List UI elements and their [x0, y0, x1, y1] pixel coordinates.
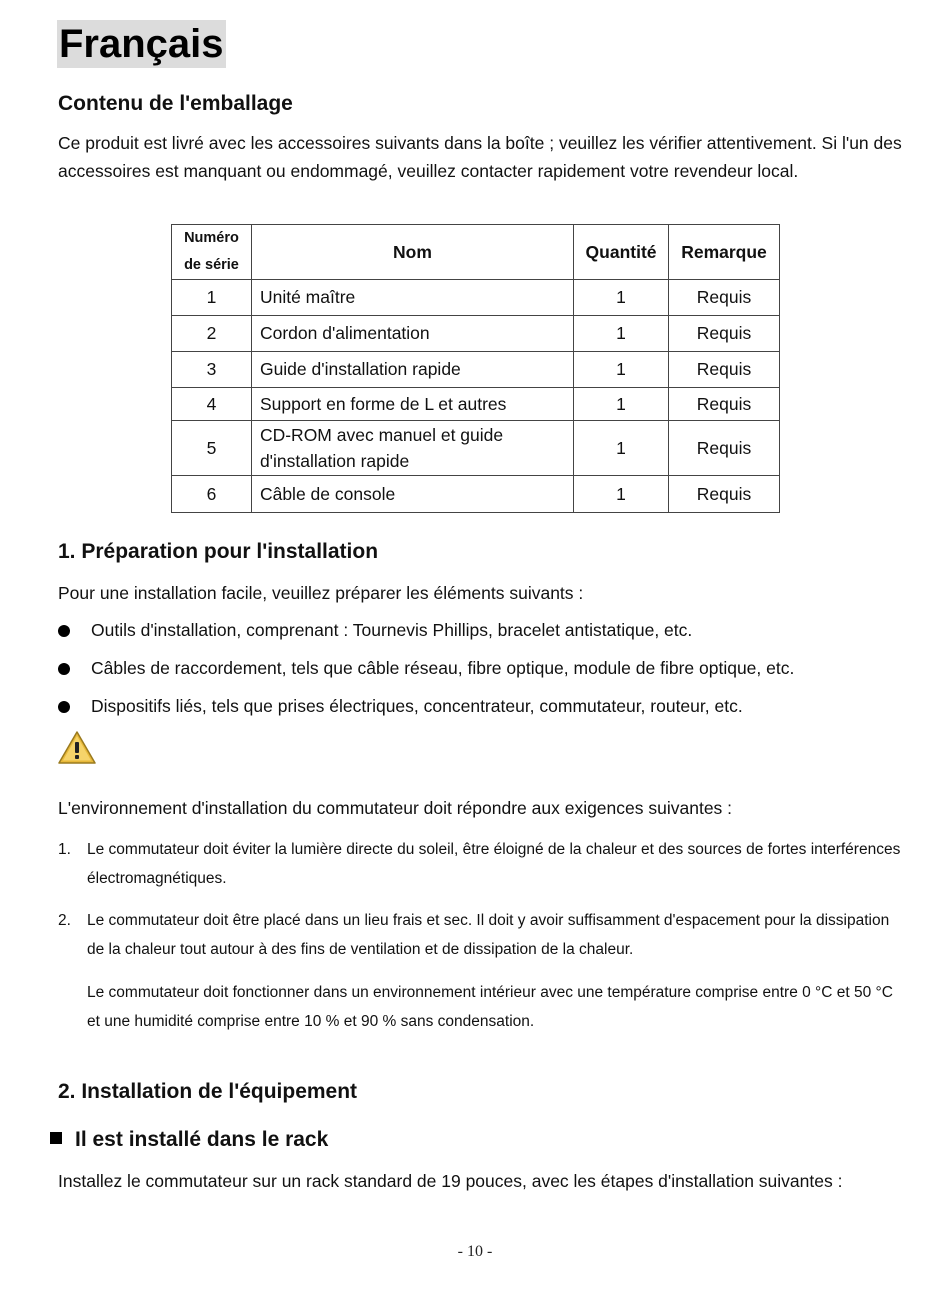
environment-intro: L'environnement d'installation du commutateur doit répondre aux exigences suivantes :	[58, 798, 733, 818]
requirement-extra-text: Le commutateur doit fonctionner dans un environnement intérieur avec une température comprise entre 0 °C et 50 °C et une humidité comprise entre 10 % et 90 % sans condensation.	[87, 984, 893, 1030]
cell-name: Unité maître	[251, 280, 573, 316]
cell-quantity: 1	[574, 476, 669, 513]
cell-remark: Requis	[669, 316, 780, 352]
preparation-heading: 1. Préparation pour l'installation	[58, 540, 379, 563]
bullet-text: Dispositifs liés, tels que prises électriques, concentrateur, commutateur, routeur, etc.	[91, 696, 743, 716]
cell-quantity: 1	[574, 388, 669, 421]
bullet-text: Outils d'installation, comprenant : Tournevis Phillips, bracelet antistatique, etc.	[91, 620, 693, 640]
cell-quantity: 1	[574, 316, 669, 352]
cell-remark: Requis	[669, 280, 780, 316]
cell-number: 5	[172, 421, 252, 476]
cell-remark: Requis	[669, 476, 780, 513]
cell-name: CD-ROM avec manuel et guide d'installation rapide	[251, 421, 573, 476]
installation-heading: 2. Installation de l'équipement	[58, 1080, 358, 1103]
table-row	[172, 352, 780, 388]
cell-name: Support en forme de L et autres	[251, 388, 573, 421]
installation-text: Installez le commutateur sur un rack standard de 19 pouces, avec les étapes d'installation suivantes :	[58, 1171, 843, 1191]
square-bullet-icon	[50, 1132, 62, 1144]
cell-name: Cordon d'alimentation	[251, 316, 573, 352]
requirement-text: Le commutateur doit éviter la lumière directe du soleil, être éloigné de la chaleur et des sources de fortes interférences électromagnétiques.	[87, 841, 901, 887]
rack-subheading	[50, 1128, 328, 1152]
table-row	[172, 421, 780, 476]
table-row	[172, 476, 780, 513]
table-row	[172, 388, 780, 421]
header-remark: Remarque	[669, 225, 780, 280]
cell-quantity: 1	[574, 421, 669, 476]
bullet-icon	[58, 663, 70, 675]
page-number: - 10 -	[457, 1243, 493, 1260]
cell-name: Câble de console	[251, 476, 573, 513]
header-quantity: Quantité	[574, 225, 669, 280]
cell-number: 1	[172, 280, 252, 316]
table-row	[172, 316, 780, 352]
rack-subheading-text: Il est installé dans le rack	[75, 1128, 329, 1151]
warning-triangle-icon	[57, 730, 97, 766]
table-row	[172, 280, 780, 316]
cell-remark: Requis	[669, 388, 780, 421]
table-header-row	[172, 225, 780, 280]
language-title: Français	[59, 22, 224, 66]
cell-number: 4	[172, 388, 252, 421]
cell-number: 2	[172, 316, 252, 352]
cell-number: 3	[172, 352, 252, 388]
list-number: 1.	[58, 841, 71, 858]
bullet-icon	[58, 701, 70, 713]
cell-remark: Requis	[669, 421, 780, 476]
package-contents-heading: Contenu de l'emballage	[58, 92, 293, 115]
bullet-icon	[58, 625, 70, 637]
cell-remark: Requis	[669, 352, 780, 388]
cell-quantity: 1	[574, 280, 669, 316]
header-name: Nom	[251, 225, 573, 280]
header-serial-line1: Numéro	[184, 230, 239, 246]
package-intro-paragraph: Ce produit est livré avec les accessoires suivants dans la boîte ; veuillez les vérifier attentivement. Si l'un des accessoires est manquant ou endommagé, veuillez contacter rapidement votre revendeur local.	[58, 133, 902, 181]
header-serial-number	[172, 225, 252, 280]
header-serial-line2: de série	[184, 257, 239, 273]
bullet-text: Câbles de raccordement, tels que câble réseau, fibre optique, module de fibre optique, etc.	[91, 658, 795, 678]
cell-name: Guide d'installation rapide	[251, 352, 573, 388]
list-number: 2.	[58, 912, 71, 929]
package-items-table	[171, 224, 780, 513]
cell-number: 6	[172, 476, 252, 513]
cell-quantity: 1	[574, 352, 669, 388]
requirement-text: Le commutateur doit être placé dans un lieu frais et sec. Il doit y avoir suffisamment d'espacement pour la dissipation de la chaleur tout autour à des fins de ventilation et de dissipation de la chaleur.	[87, 912, 890, 958]
preparation-intro: Pour une installation facile, veuillez préparer les éléments suivants :	[58, 583, 584, 603]
